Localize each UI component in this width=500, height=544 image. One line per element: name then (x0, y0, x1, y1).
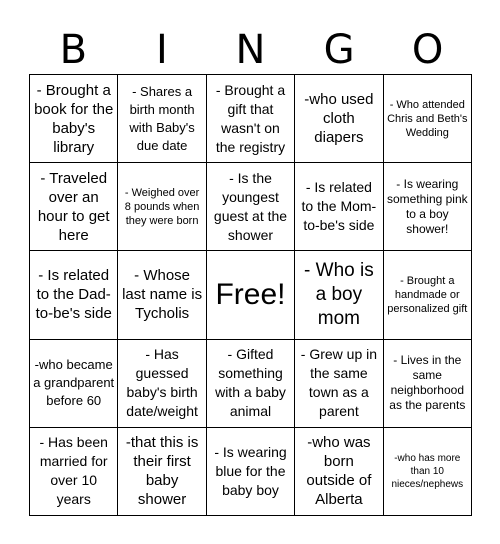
bingo-cell[interactable] (30, 163, 118, 251)
bingo-cell[interactable] (118, 428, 206, 516)
cell-text: - Is related to the Mom-to-be's side (301, 179, 377, 234)
cell-text: - Lives in the same neighborhood as the parents (389, 353, 466, 413)
header-letter-o: O (411, 27, 444, 73)
header-letter-n: N (235, 27, 266, 73)
cell-text: - Whose last name is Tycholis (122, 267, 203, 323)
bingo-cell[interactable] (384, 251, 472, 339)
header-letter-g: G (323, 27, 355, 73)
bingo-cell[interactable] (118, 251, 206, 339)
cell-text: - Is related to the Dad-to-be's side (35, 267, 112, 323)
bingo-cell[interactable] (295, 340, 383, 428)
cell-text: - Brought a handmade or personalized gift (387, 274, 468, 315)
cell-text: -who has more than 10 nieces/nephews (391, 452, 464, 490)
bingo-cell[interactable] (30, 251, 118, 339)
bingo-cell[interactable] (207, 428, 295, 516)
cell-text: - Is the youngest guest at the shower (213, 169, 288, 243)
cell-text: - Who attended Chris and Beth's Wedding (387, 98, 468, 139)
cell-text: - Shares a birth month with Baby's due date (129, 83, 195, 153)
bingo-cell[interactable] (384, 163, 472, 251)
cell-text: - Grew up in the same town as a parent (300, 346, 378, 420)
bingo-header (29, 28, 472, 72)
free-cell[interactable] (207, 251, 295, 339)
bingo-cell[interactable] (207, 163, 295, 251)
bingo-cell[interactable] (295, 163, 383, 251)
free-label: Free! (215, 277, 286, 311)
header-letter-b: B (59, 27, 88, 73)
header-letter-i: I (155, 27, 168, 73)
bingo-cell[interactable] (30, 428, 118, 516)
cell-text: -who was born outside of Alberta (306, 434, 372, 509)
bingo-grid (29, 74, 472, 516)
cell-text: - Gifted something with a baby animal (215, 346, 286, 420)
cell-text: - Weighed over 8 pounds when they were born (124, 186, 200, 227)
bingo-cell[interactable] (207, 75, 295, 163)
bingo-cell[interactable] (118, 75, 206, 163)
bingo-cell[interactable] (118, 340, 206, 428)
bingo-cell[interactable] (384, 428, 472, 516)
cell-text: - Is wearing blue for the baby boy (214, 443, 287, 498)
cell-text: - Who is a boy mom (304, 259, 374, 329)
cell-text: - Is wearing something pink to a boy shower! (386, 176, 468, 236)
cell-text: -who used cloth diapers (304, 91, 374, 147)
cell-text: - Traveled over an hour to get here (37, 169, 110, 244)
cell-text: -that this is their first baby shower (125, 434, 199, 509)
bingo-cell[interactable] (30, 75, 118, 163)
bingo-cell[interactable] (384, 75, 472, 163)
cell-text: - Brought a gift that wasn't on the registry (215, 81, 286, 155)
bingo-cell[interactable] (295, 251, 383, 339)
bingo-cell[interactable] (118, 163, 206, 251)
cell-text: - Has guessed baby's birth date/weight (126, 346, 198, 420)
bingo-cell[interactable] (295, 428, 383, 516)
bingo-cell[interactable] (30, 340, 118, 428)
bingo-cell[interactable] (207, 340, 295, 428)
cell-text: - Has been married for over 10 years (39, 434, 108, 508)
cell-text: -who became a grandparent before 60 (33, 357, 115, 409)
bingo-cell[interactable] (384, 340, 472, 428)
cell-text: - Brought a book for the baby's library (34, 81, 114, 156)
bingo-cell[interactable] (295, 75, 383, 163)
